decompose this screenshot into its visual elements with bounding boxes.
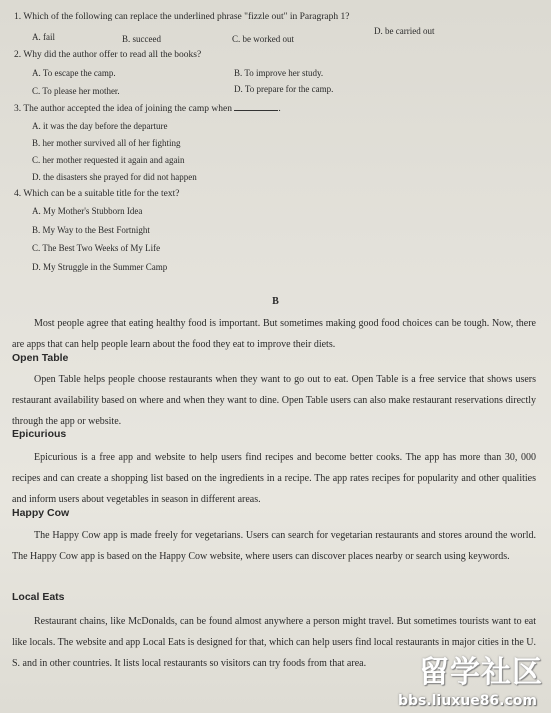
question-2-option-b: B. To improve her study. (234, 68, 324, 78)
app-text-epicurious: Epicurious is a free app and website to help users find recipes and become better cooks. The app has more than 30, 000 recipes and can create a shopping list based on the ingredients in a recipe. The app rates recipes for popularity and other qualities and inform users about vegetables in season in different areas. (12, 452, 536, 505)
question-4-option-c: C. The Best Two Weeks of My Life (32, 243, 161, 253)
question-1-option-c: C. be worked out (232, 34, 294, 44)
question-3-stem (14, 102, 281, 114)
question-2-option-c: C. To please her mother. (32, 86, 120, 96)
question-2-option-a: A. To escape the camp. (32, 68, 116, 78)
question-3-option-c: C. her mother requested it again and again (32, 155, 185, 165)
watermark-logo-text: 留学社区 (419, 655, 543, 690)
question-1-option-d: D. be carried out (374, 26, 435, 36)
passage-intro: Most people agree that eating healthy food is important. But sometimes making good food choices can be tough. Now, there are apps that can help people learn about the food they eat to improve their diets. (12, 318, 536, 350)
question-3-option-d: D. the disasters she prayed for did not happen (32, 172, 197, 182)
app-heading-happy-cow: Happy Cow (12, 507, 70, 519)
question-3-option-a: A. it was the day before the departure (32, 121, 168, 131)
question-3-stem-end: . (278, 104, 281, 114)
site-watermark (377, 647, 547, 711)
question-4-option-b: B. My Way to the Best Fortnight (32, 225, 150, 235)
question-2-option-d: D. To prepare for the camp. (234, 84, 334, 94)
question-4-option-d: D. My Struggle in the Summer Camp (32, 262, 168, 272)
watermark-url: bbs.liuxue86.com (397, 693, 537, 709)
question-1-option-a: A. fail (32, 32, 55, 42)
section-label: B (272, 296, 279, 307)
app-heading-epicurious: Epicurious (12, 428, 67, 440)
question-3-stem-text: 3. The author accepted the idea of joining the camp when (14, 104, 232, 114)
question-1-option-b: B. succeed (122, 34, 161, 44)
app-text-local-eats: Restaurant chains, like McDonalds, can be found almost anywhere a person might travel. But sometimes tourists want to eat like locals. The website and app Local Eats is designed for that, which can help users find local restaurants in major cities in the U. S. and in other countries. It lists local restaurants so visitors can try foods from that area. (12, 616, 536, 669)
question-3-option-b: B. her mother survived all of her fighting (32, 138, 181, 148)
question-4-option-a: A. My Mother's Stubborn Idea (32, 206, 143, 216)
answer-blank (234, 102, 278, 111)
app-heading-open-table: Open Table (12, 352, 69, 364)
app-heading-local-eats: Local Eats (12, 591, 65, 603)
question-2-stem: 2. Why did the author offer to read all the books? (14, 50, 202, 60)
app-text-open-table: Open Table helps people choose restaurants when they want to go out to eat. Open Table is a free service that shows users restaurant availability based on where and when they want to dine. Open Table users can also make restaurant reservations directly through the app or website. (12, 374, 536, 427)
question-1-stem: 1. Which of the following can replace the underlined phrase "fizzle out" in Paragraph 1? (14, 12, 350, 22)
question-4-stem: 4. Which can be a suitable title for the text? (14, 189, 180, 199)
app-text-happy-cow: The Happy Cow app is made freely for vegetarians. Users can search for vegetarian restaurants and stores around the world. The Happy Cow app is based on the Happy Cow website, where users can discover places nearby or search using keywords. (12, 530, 536, 562)
